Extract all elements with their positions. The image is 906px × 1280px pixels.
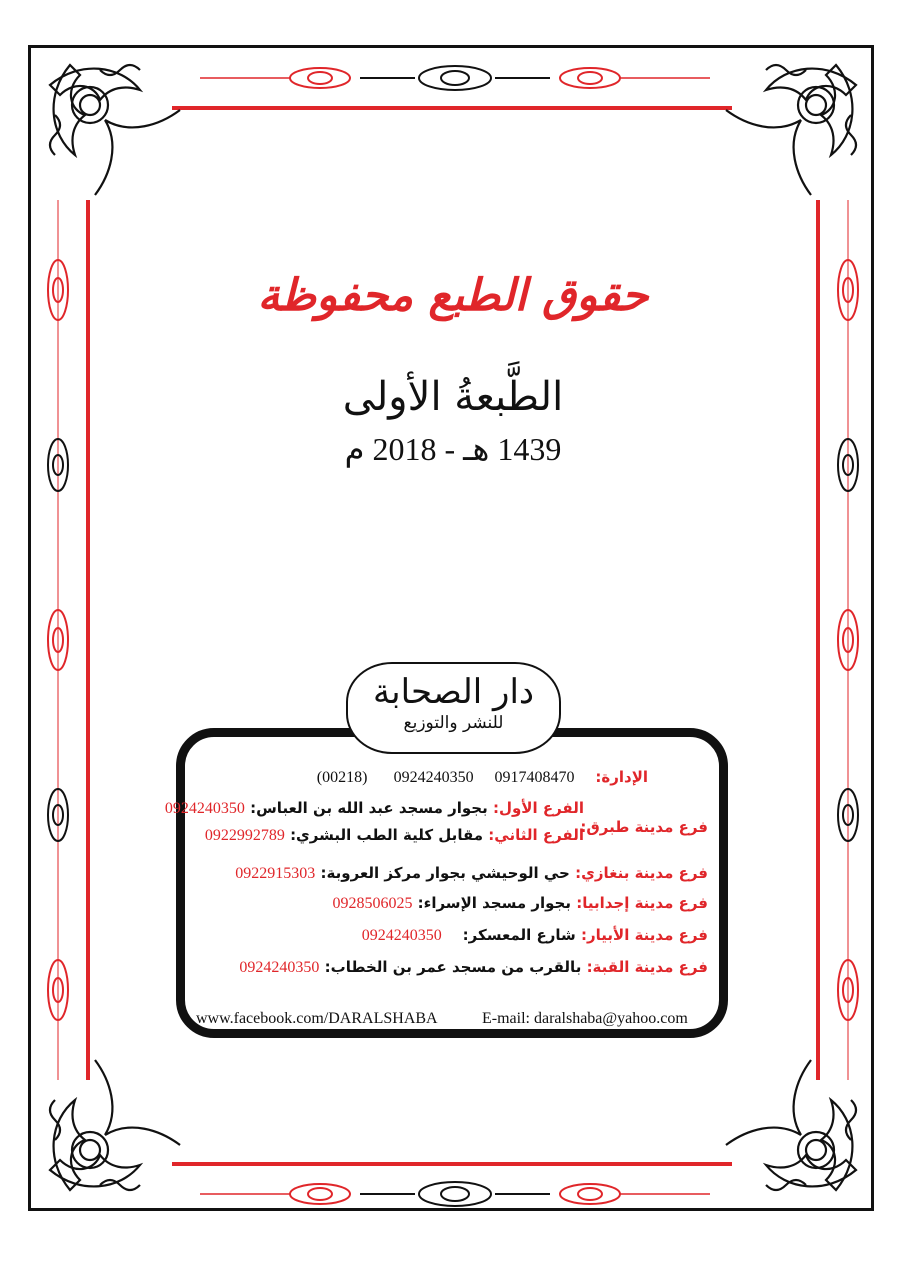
ajdabiya-phone: 0928506025 [332, 895, 413, 912]
abyar-branch [362, 926, 708, 945]
abyar-label: فرع مدينة الأبيار: [581, 926, 708, 944]
corner-ornament-top-right [716, 55, 866, 205]
edition-label: الطَّبعةُ الأولى [342, 374, 564, 420]
benghazi-branch [235, 864, 708, 883]
branch1-phone: 0924240350 [164, 800, 245, 817]
admin-label: الإدارة: [595, 768, 648, 786]
copyright-heading: حقوق الطبع محفوظة [257, 270, 649, 321]
abyar-phone: 0924240350 [361, 927, 442, 944]
admin-phone-2: 0924240350 [393, 769, 474, 786]
ajdabiya-address: بجوار مسجد الإسراء: [417, 894, 571, 912]
right-red-rule [816, 200, 820, 1080]
tobruk-branch-label: فرع مدينة طبرق: [580, 818, 708, 836]
abyar-address: شارع المعسكر: [462, 926, 576, 944]
tobruk-branch-1 [165, 799, 584, 818]
branch2-label: الفرع الثاني: [488, 826, 584, 844]
publisher-subtitle: للنشر والتوزيع [403, 713, 504, 733]
benghazi-phone: 0922915303 [235, 865, 316, 882]
ajdabiya-label: فرع مدينة إجدابيا: [576, 894, 708, 912]
ajdabiya-branch [332, 894, 708, 913]
qubba-branch [239, 958, 708, 977]
qubba-phone: 0924240350 [239, 959, 320, 976]
branch2-phone: 0922992789 [204, 827, 285, 844]
right-ornament-band [830, 200, 866, 1080]
branch1-label: الفرع الأول: [492, 799, 584, 817]
qubba-address: بالقرب من مسجد عمر بن الخطاب: [324, 958, 582, 976]
email-link[interactable]: E-mail: daralshaba@yahoo.com [482, 1010, 688, 1027]
top-red-rule [172, 106, 732, 110]
admin-country-code: (00218) [316, 769, 368, 786]
admin-line [317, 768, 648, 787]
publisher-name: دار الصحابة [372, 672, 535, 712]
admin-phone-1: 0917408470 [494, 769, 575, 786]
tobruk-branch-2 [205, 826, 584, 845]
bottom-ornament-band [190, 1176, 720, 1212]
top-ornament-band [190, 60, 720, 96]
left-red-rule [86, 200, 90, 1080]
benghazi-address: حي الوحيشي بجوار مركز العروبة: [320, 864, 570, 882]
branch2-address: مقابل كلية الطب البشري: [290, 826, 484, 844]
facebook-link[interactable]: www.facebook.com/DARALSHABA [196, 1010, 438, 1027]
benghazi-label: فرع مدينة بنغازي: [575, 864, 708, 882]
branch1-address: بجوار مسجد عبد الله بن العباس: [250, 799, 488, 817]
corner-ornament-top-left [40, 55, 190, 205]
bottom-red-rule [172, 1162, 732, 1166]
publisher-logo [346, 662, 561, 754]
qubba-label: فرع مدينة القبة: [586, 958, 708, 976]
left-ornament-band [40, 200, 76, 1080]
edition-year: 1439 هـ - 2018 م [344, 431, 562, 467]
